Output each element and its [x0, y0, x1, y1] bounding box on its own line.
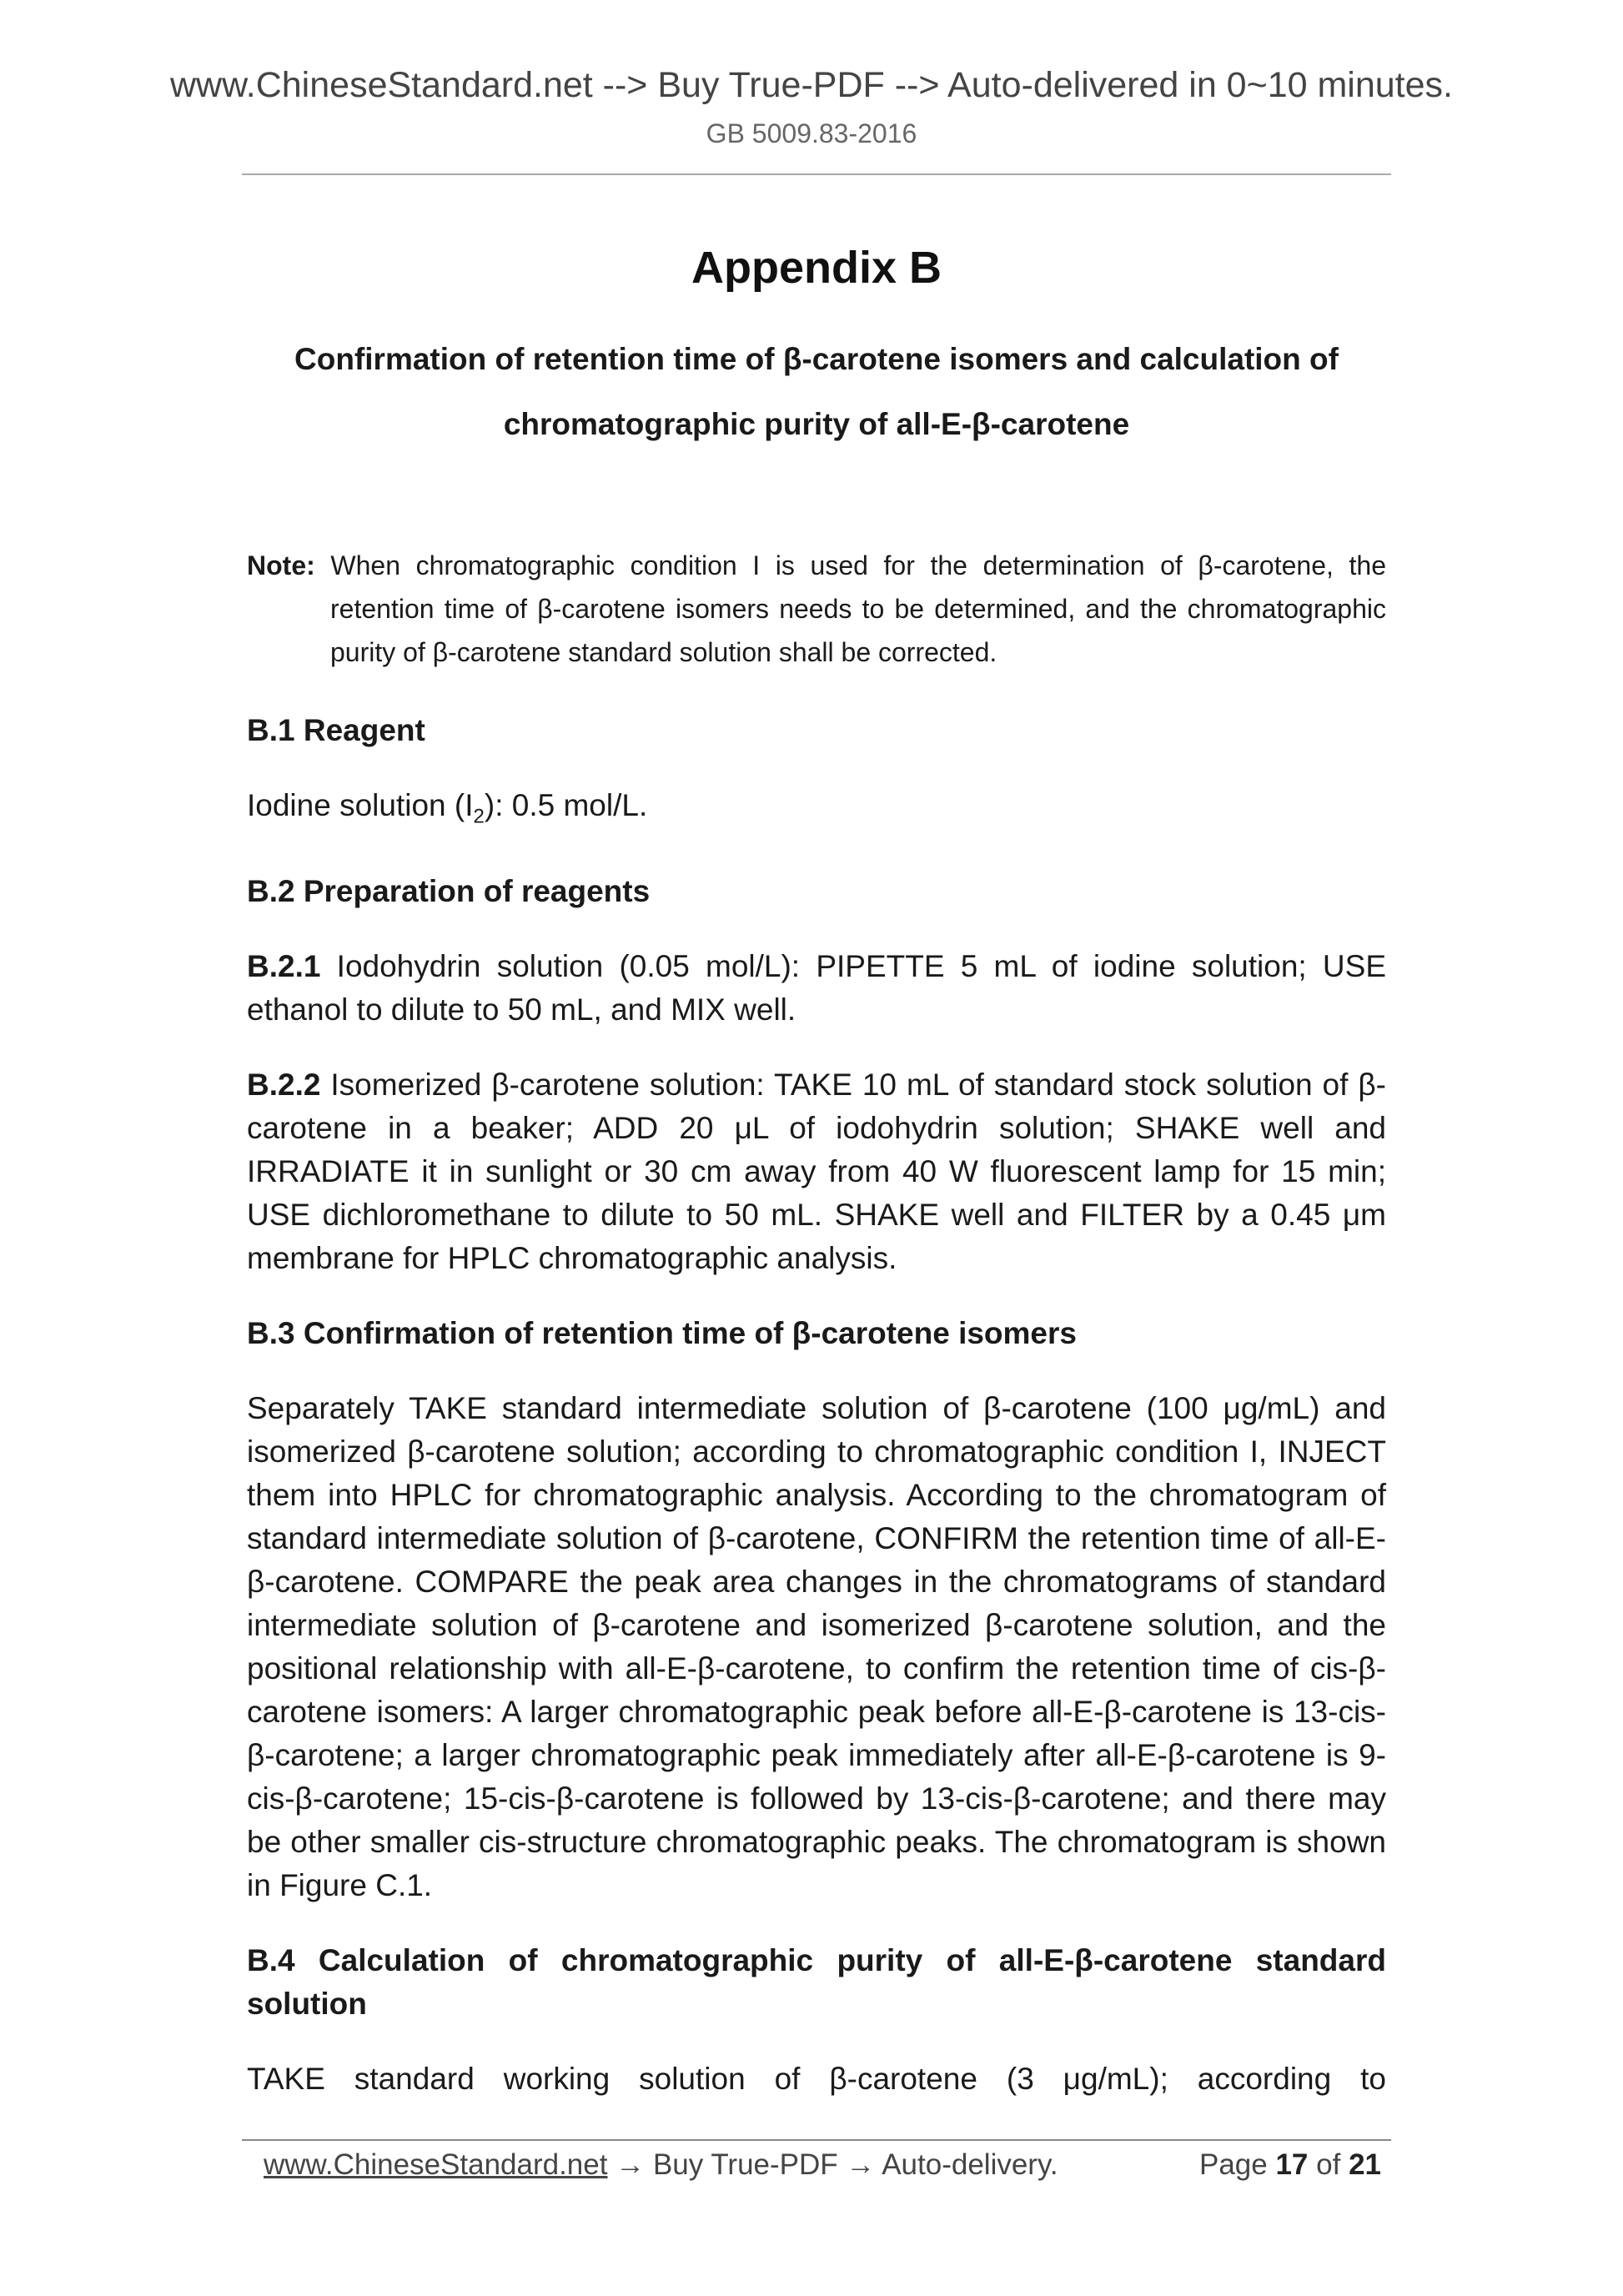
note-label: Note:: [247, 550, 315, 580]
page-word: Page: [1198, 2148, 1268, 2181]
appendix-subtitle-line1: Confirmation of retention time of β-carotene isomers and calculation of: [294, 342, 1339, 376]
b1-subscript: 2: [473, 805, 485, 828]
section-b21-paragraph: [247, 945, 1386, 1032]
header-divider: [242, 173, 1391, 175]
footer-divider: [242, 2139, 1391, 2141]
b21-text: Iodohydrin solution (0.05 mol/L): PIPETTE 5 mL of iodine solution; USE ethanol to dilute to 50 mL, and MIX well.: [247, 949, 1386, 1027]
of-word: of: [1316, 2148, 1341, 2181]
section-b4-heading: B.4 Calculation of chromatographic purity of all-E-β-carotene standard solution: [247, 1943, 1386, 2022]
page-total: 21: [1349, 2148, 1381, 2181]
appendix-subtitle-line2: chromatographic purity of all-E-β-carotene: [503, 407, 1130, 441]
header-banner: www.ChineseStandard.net --> Buy True-PDF --> Auto-delivered in 0~10 minutes.: [169, 65, 1453, 105]
page-content: [247, 234, 1386, 2133]
section-b2-heading: B.2 Preparation of reagents: [247, 874, 651, 909]
b22-label: B.2.2: [247, 1068, 321, 1103]
b21-label: B.2.1: [247, 949, 321, 984]
footer: [264, 2148, 1381, 2182]
section-b4-text: TAKE standard working solution of β-carotene (3 μg/mL); according to: [247, 2062, 1386, 2097]
page-number: 17: [1275, 2148, 1309, 2181]
section-b1-heading: B.1 Reagent: [247, 713, 425, 747]
section-b3-text: Separately TAKE standard intermediate solution of β-carotene (100 μg/mL) and isomerized β-carotene solution; according to chromatographic condition I, INJECT them into HPLC for chromatographic analysis. According to the chromatogram of standard intermediate solution of β-carotene, CONFIRM the retention time of all-E-β-carotene. COMPARE the peak area changes in the chromatograms of standard intermediate solution of β-carotene and isomerized β-carotene solution, and the positional relationship with all-E-β-carotene, to confirm the retention time of cis-β-carotene isomers: A larger chromatographic peak before all-E-β-carotene is 13-cis-β-carotene; a larger chromatographic peak immediately after all-E-β-carotene is 9-cis-β-carotene; 15-cis-β-carotene is followed by 13-cis-β-carotene; and there may be other smaller cis-structure chromatographic peaks. The chromatogram is shown in Figure C.1.: [247, 1391, 1386, 1903]
arrow-icon: →: [846, 2148, 876, 2181]
note-text: When chromatographic condition I is used for the determination of β-carotene, the retention time of β-carotene isomers needs to be determined, and the chromatographic purity of β-carotene standard solution shall be corrected.: [330, 550, 1387, 667]
appendix-subtitle: [247, 327, 1386, 457]
footer-site-link[interactable]: www.ChineseStandard.net: [264, 2148, 608, 2181]
section-b3-heading: B.3 Confirmation of retention time of β-carotene isomers: [247, 1316, 1077, 1351]
section-b22-paragraph: [247, 1063, 1386, 1280]
b1-text-start: Iodine solution (I: [247, 788, 474, 822]
note-block: [247, 544, 1386, 674]
section-b1-text: [247, 784, 1386, 838]
standard-number: GB 5009.83-2016: [706, 118, 917, 148]
page-indicator: [1199, 2148, 1381, 2182]
arrow-icon: →: [616, 2148, 646, 2181]
b1-text-end: ): 0.5 mol/L.: [484, 788, 648, 822]
footer-delivery-text: Auto-delivery.: [882, 2148, 1058, 2181]
appendix-title: Appendix B: [691, 243, 942, 293]
b22-text: Isomerized β-carotene solution: TAKE 10 mL of standard stock solution of β-carotene in a beaker; ADD 20 μL of iodohydrin solution; SHAKE well and IRRADIATE it in sunlight or 30 cm away from 40 W fluorescent lamp for 15 min; USE dichloromethane to dilute to 50 mL. SHAKE well and FILTER by a 0.45 μm membrane for HPLC chromatographic analysis.: [247, 1068, 1386, 1276]
footer-buy-text: Buy True-PDF: [652, 2148, 838, 2181]
